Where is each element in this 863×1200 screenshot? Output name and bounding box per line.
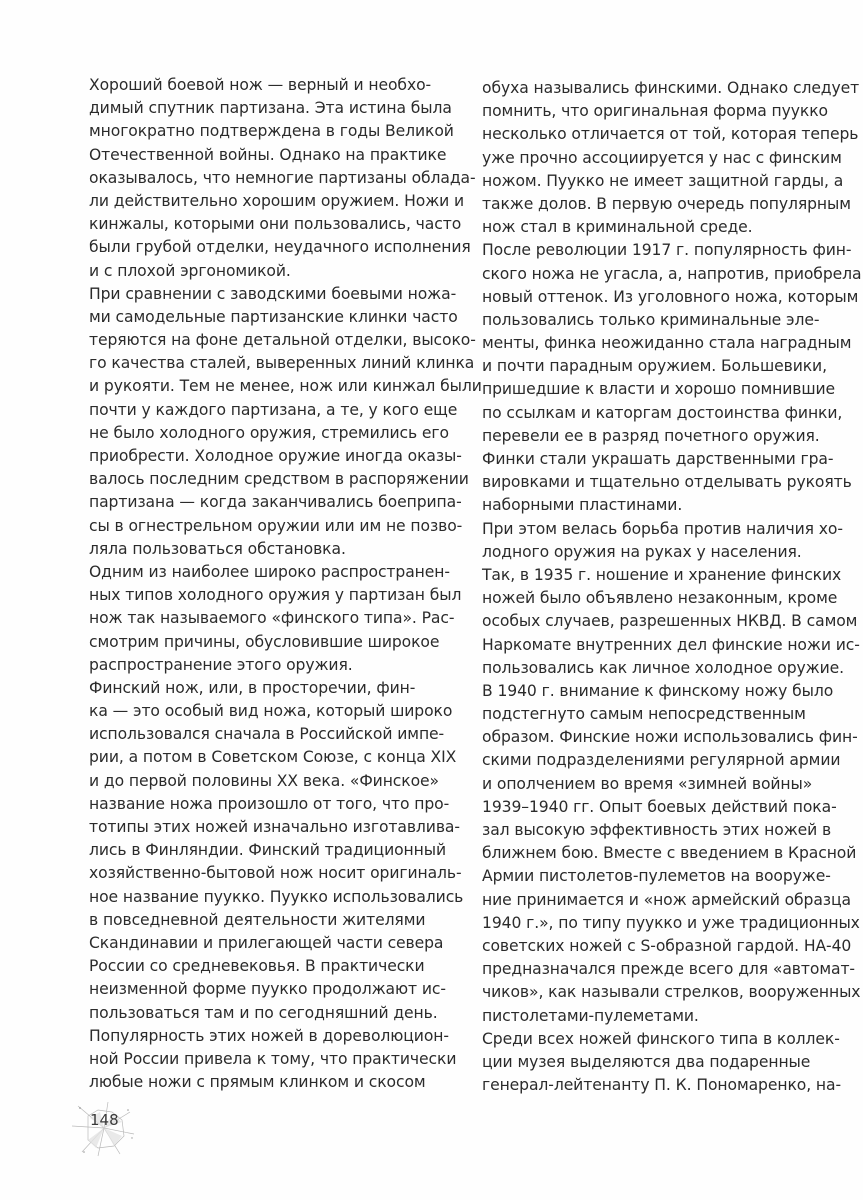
right-column-text-line: образом. Финские ножи использовались фин- [482, 728, 858, 747]
left-column-text-line: и с плохой эргономикой. [89, 261, 291, 280]
left-column-text-line: хозяйственно-бытовой нож носит оригиналь- [89, 864, 462, 883]
left-column-text-line: ных типов холодного оружия у партизан был [89, 586, 462, 605]
right-column-text-line: Армии пистолетов-пулеметов на вооруже- [482, 867, 831, 886]
left-column-text-line: неизменной форме пуукко продолжают ис- [89, 980, 446, 999]
right-column-text-line: ние принимается и «нож армейский образца [482, 890, 851, 909]
right-column-text-line: В 1940 г. внимание к финскому ножу было [482, 681, 834, 700]
left-column-text-line: Одним из наиболее широко распространен- [89, 562, 450, 581]
right-column-text-line: ского ножа не угасла, а, напротив, приобрела [482, 264, 862, 283]
left-column-text-line: почти у каждого партизана, а те, у кого еще [89, 400, 458, 419]
left-column-text-line: лись в Финляндии. Финский традиционный [89, 841, 446, 860]
right-column-text-line: ножей было объявлено незаконным, кроме [482, 589, 838, 608]
right-column-text-line: новый оттенок. Из уголовного ножа, которым [482, 287, 859, 306]
right-column-text-line: генерал-лейтенанту П. К. Пономаренко, на- [482, 1076, 841, 1095]
right-column-text-line: перевели ее в разряд почетного оружия. [482, 426, 820, 445]
left-column-text-line: и рукояти. Тем не менее, нож или кинжал были [89, 377, 482, 396]
right-column-text-line: ножом. Пуукко не имеет защитной гарды, а [482, 171, 844, 190]
left-column-text-line: Хороший боевой нож — верный и необхо- [89, 76, 432, 94]
left-column-text-line: распространение этого оружия. [89, 655, 353, 674]
right-column-text-line: менты, финка неожиданно стала наградным [482, 334, 852, 353]
left-column-text-line: Популярность этих ножей в дореволюцион- [89, 1026, 449, 1045]
left-column-text-line: нож так называемого «финского типа». Рас- [89, 609, 455, 628]
left-column-text-line: любые ножи с прямым клинком и скосом [89, 1073, 426, 1092]
right-column-text-line: особых случаев, разрешенных НКВД. В самом [482, 612, 858, 631]
left-column-text-line: название ножа произошло от того, что про- [89, 794, 450, 813]
left-column-text-line: ное название пуукко. Пуукко использовались [89, 887, 464, 906]
right-column-text-line: и почти парадным оружием. Большевики, [482, 357, 827, 376]
left-column-text-line: ляла пользоваться обстановка. [89, 539, 346, 558]
right-column-text-line: обуха назывались финскими. Однако следует [482, 79, 860, 97]
right-column-text-line: ции музея выделяются два подаренные [482, 1052, 811, 1071]
left-column-text-line: ной России привела к тому, что практически [89, 1049, 457, 1068]
right-column-text-line: наборными пластинами. [482, 496, 683, 515]
left-column-text-line: димый спутник партизана. Эта истина была [89, 99, 452, 118]
right-column-text-line: по ссылкам и каторгам достоинства финки, [482, 403, 843, 422]
page-number-badge [68, 1098, 140, 1158]
left-column-text-line: Финский нож, или, в просторечии, фин- [89, 678, 416, 697]
left-column-text-line: оказывалось, что немногие партизаны облада- [89, 168, 476, 187]
right-column-text-line: ближнем бою. Вместе с введением в Красной [482, 844, 857, 863]
right-column-text-line: чиков», как называли стрелков, вооруженных [482, 983, 861, 1002]
right-column-text-line: После революции 1917 г. популярность фин- [482, 241, 852, 260]
right-column-text-line: предназначался прежде всего для «автомат- [482, 960, 855, 979]
left-column-text-line: были грубой отделки, неудачного исполнения [89, 238, 471, 257]
left-column-text-line: ка — это особый вид ножа, который широко [89, 702, 453, 721]
left-column-text-line: и до первой половины XX века. «Финское» [89, 771, 439, 790]
left-column-text-line: приобрести. Холодное оружие иногда оказы- [89, 447, 462, 465]
right-column-text-line: уже прочно ассоциируется у нас с финским [482, 148, 842, 167]
right-column-text-line: нож стал в криминальной среде. [482, 218, 753, 237]
left-column-text-line: рии, а потом в Советском Союзе, с конца XIX [89, 748, 457, 767]
right-column-text-line: пришедшие к власти и хорошо помнившие [482, 380, 836, 399]
right-column-text-line: пистолетами-пулеметами. [482, 1006, 699, 1025]
left-column-text-line: го качества сталей, выверенных линий клинка [89, 354, 475, 373]
right-text-column [482, 77, 862, 1097]
left-column-text-line: ми самодельные партизанские клинки часто [89, 307, 458, 326]
left-column-text-line: валось последним средством в распоряжении [89, 470, 469, 489]
right-column-text-line: Финки стали украшать дарственными гра- [482, 450, 834, 468]
left-column-text-line: партизана — когда заканчивались боеприпа- [89, 493, 462, 512]
left-column-text-line: смотрим причины, обусловившие широкое [89, 632, 440, 651]
left-column-text-line: При сравнении с заводскими боевыми ножа- [89, 284, 457, 303]
left-column-text-line: в повседневной деятельности жителями [89, 910, 426, 929]
right-column-text-line: скими подразделениями регулярной армии [482, 751, 841, 770]
right-column-text-line: также долов. В первую очередь популярным [482, 194, 851, 213]
left-column-text-line: пользоваться там и по сегодняшний день. [89, 1003, 438, 1022]
left-column-text-line: Отечественной войны. Однако на практике [89, 145, 447, 164]
left-column-text-line: многократно подтверждена в годы Великой [89, 122, 454, 141]
right-column-text-line: и ополчением во время «зимней войны» [482, 774, 813, 793]
left-column-text-line: не было холодного оружия, стремились его [89, 423, 449, 442]
right-column-text-line: Так, в 1935 г. ношение и хранение финских [482, 565, 842, 584]
page-number: 148 [90, 1111, 119, 1129]
left-column-text-line: сы в огнестрельном оружии или им не позво- [89, 516, 463, 535]
left-column-text-line: ли действительно хорошим оружием. Ножи и [89, 191, 465, 210]
left-column-text-line: использовался сначала в Российской импе- [89, 725, 445, 744]
right-column-text-line: помнить, что оригинальная форма пуукко [482, 102, 828, 121]
left-column-text-line: кинжалы, которыми они пользовались, часто [89, 215, 462, 234]
right-column-text-line: несколько отличается от той, которая теперь [482, 125, 859, 144]
left-column-text-line: тотипы этих ножей изначально изготавлива- [89, 818, 460, 836]
left-column-text-line: теряются на фоне детальной отделки, высоко- [89, 331, 476, 350]
right-column-text-line: 1939–1940 гг. Опыт боевых действий пока- [482, 797, 837, 816]
left-column-text-line: России со средневековья. В практически [89, 957, 425, 976]
right-column-text-line: подстегнуто самым непосредственным [482, 705, 806, 724]
left-text-column [89, 74, 481, 1094]
left-column-text-line: Скандинавии и прилегающей части севера [89, 933, 444, 952]
right-column-text-line: Среди всех ножей финского типа в коллек- [482, 1029, 840, 1048]
right-column-text-line: Наркомате внутренних дел финские ножи ис- [482, 635, 860, 654]
right-column-text-line: лодного оружия на руках у населения. [482, 542, 802, 561]
right-column-text-line: вировками и тщательно отделывать рукоять [482, 473, 852, 492]
right-column-text-line: 1940 г.», по типу пуукко и уже традиционных [482, 913, 860, 932]
right-column-text-line: При этом велась борьба против наличия хо- [482, 519, 843, 538]
right-column-text-line: советских ножей с S-образной гардой. НА-40 [482, 936, 852, 955]
right-column-text-line: пользовались как личное холодное оружие. [482, 658, 844, 677]
right-column-text-line: зал высокую эффективность этих ножей в [482, 821, 832, 839]
right-column-text-line: пользовались только криминальные эле- [482, 310, 820, 329]
